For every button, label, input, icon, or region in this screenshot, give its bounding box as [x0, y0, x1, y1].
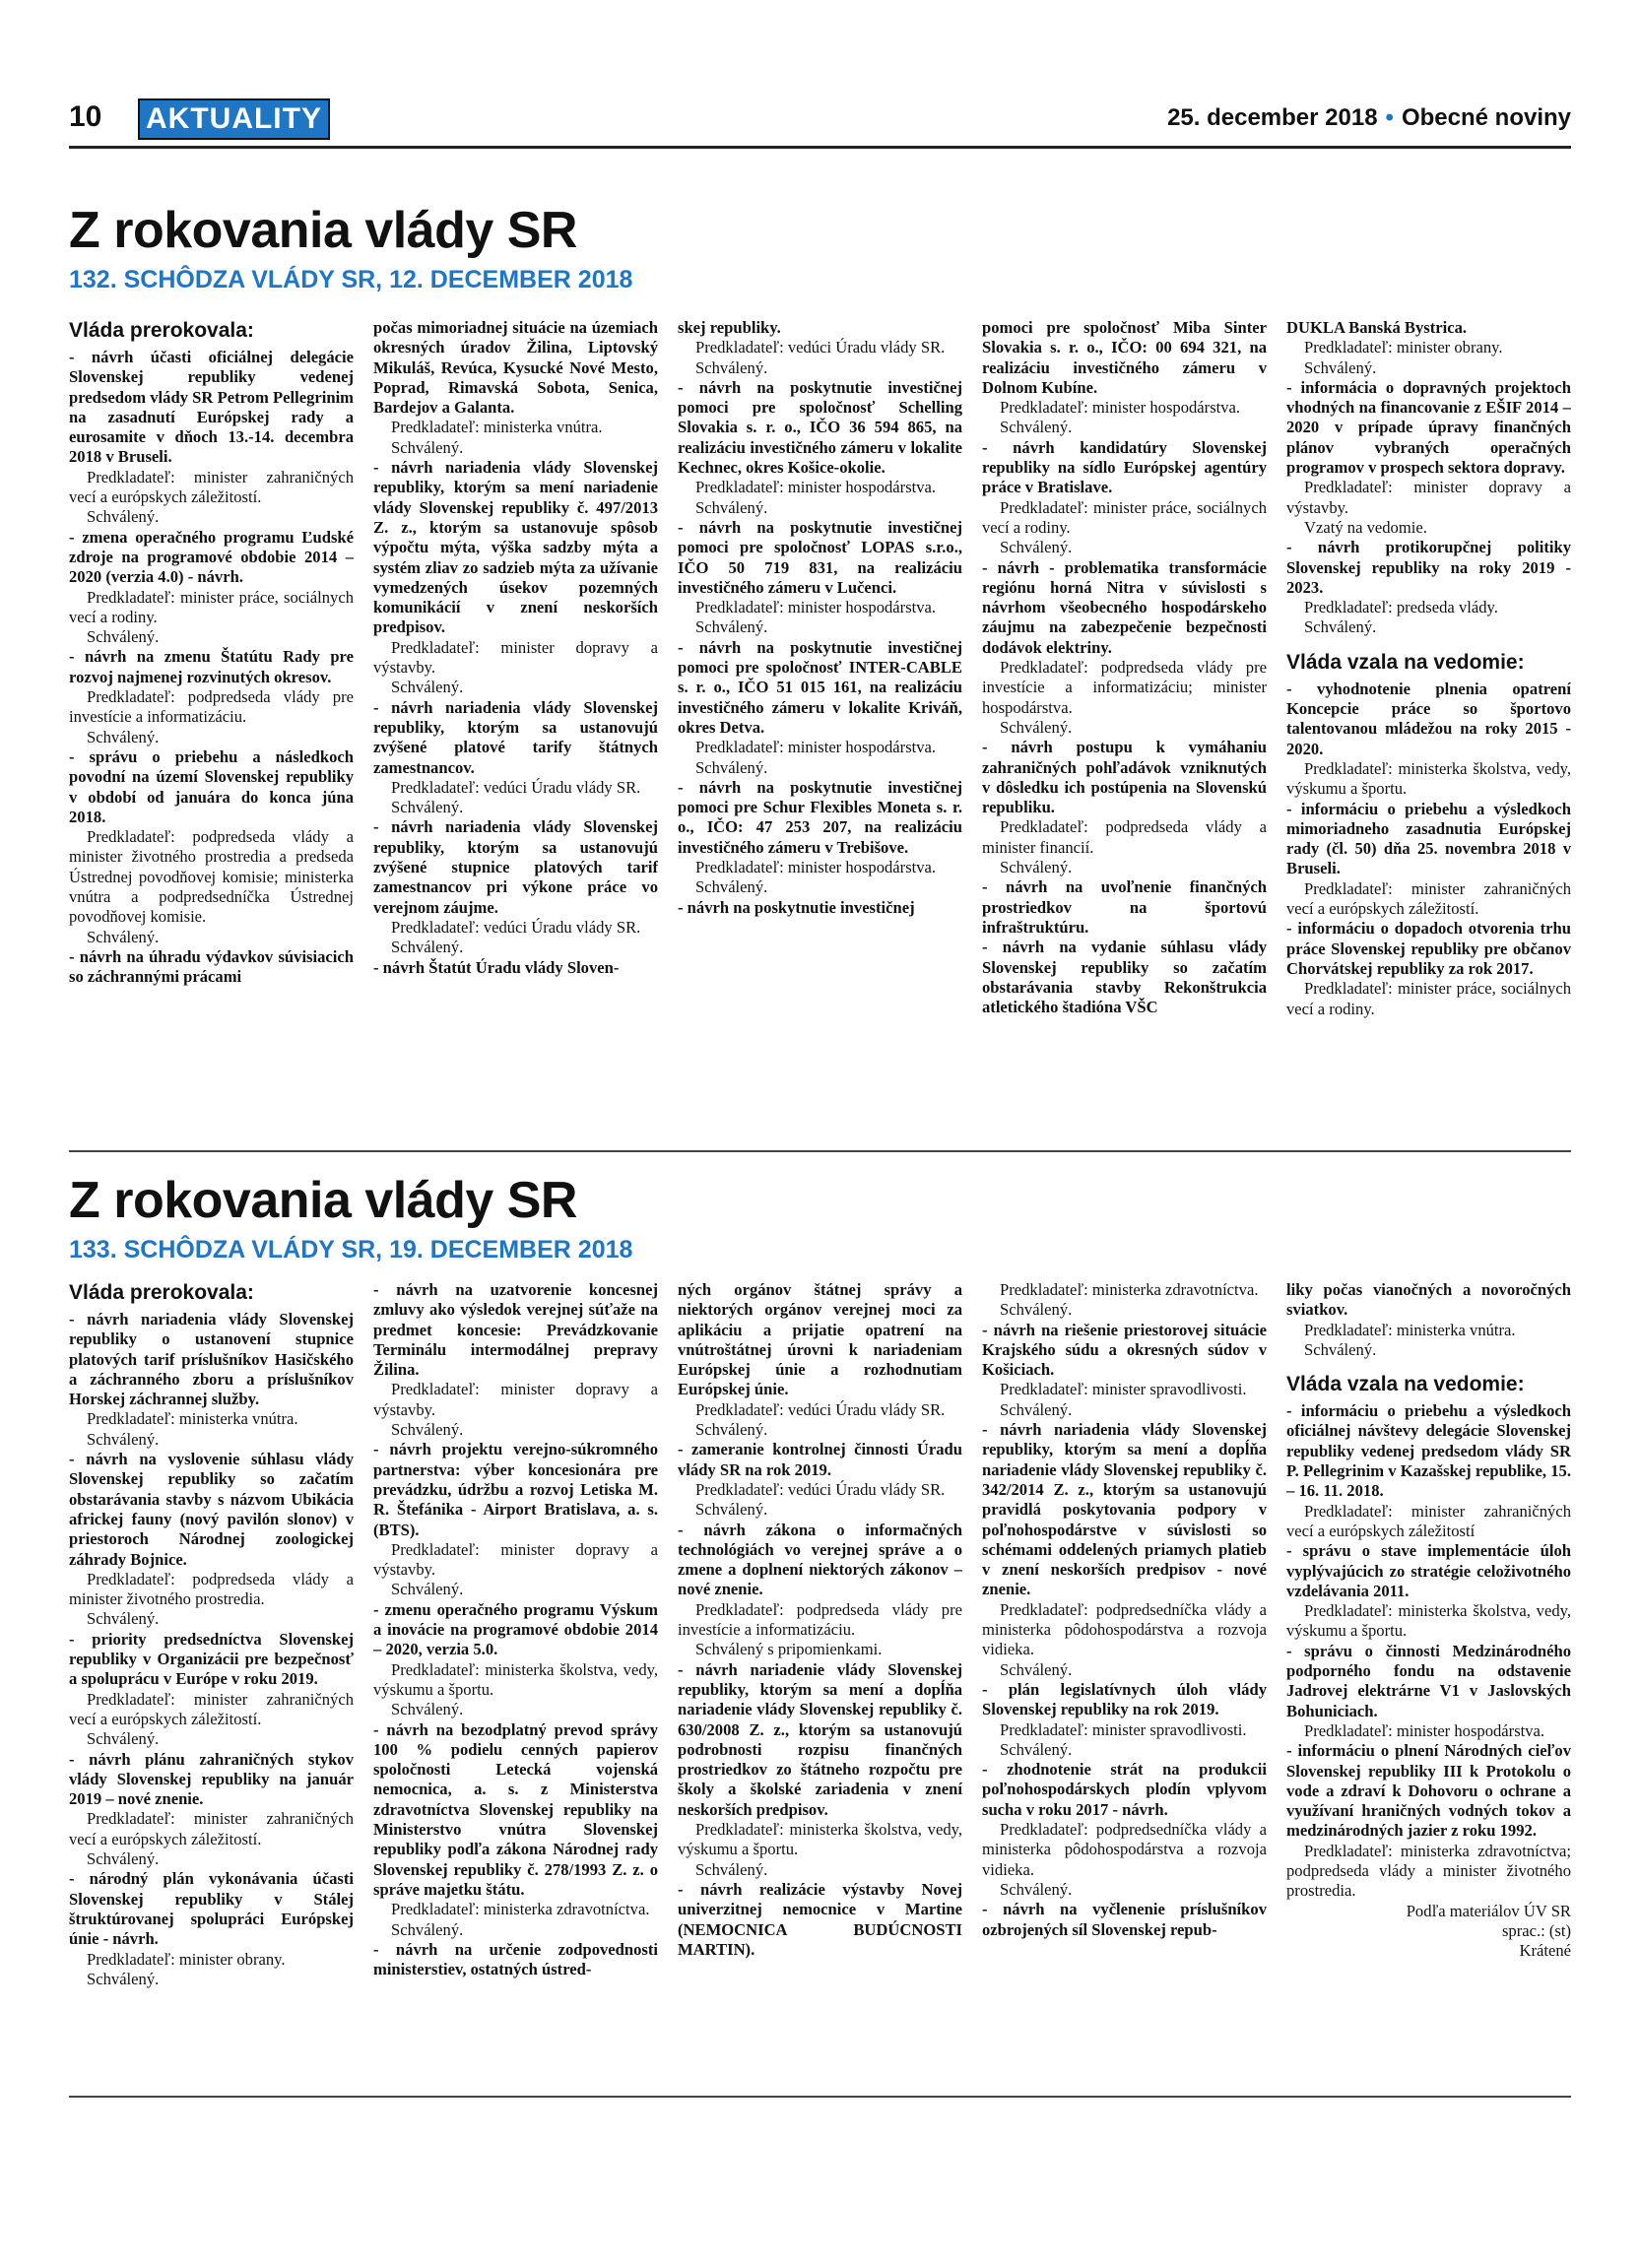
column [1286, 318, 1571, 1019]
agenda-item: - návrh na uzatvorenie koncesnej zmluvy ako výsledok verejnej súťaže na predmet koncesie: Prevádzkovanie Terminálu intermodálnej prepravy Žilina. [373, 1280, 658, 1380]
agenda-detail: Predkladateľ: ministerka školstva, vedy, výskumu a športu. [1286, 758, 1571, 799]
agenda-detail: Predkladateľ: ministerka školstva, vedy, výskumu a športu. [1286, 1601, 1571, 1641]
agenda-item: - informáciu o priebehu a výsledkoch oficiálnej návštevy delegácie Slovenskej republiky vedenej predsedom vlády SR P. Pellegrinim v Kazašskej republike, 15. – 16. 11. 2018. [1286, 1401, 1571, 1501]
agenda-detail: Schválený. [1000, 418, 1073, 437]
agenda-detail: Schválený. [391, 678, 464, 697]
agenda-detail: Predkladateľ: podpredsedníčka vlády a ministerka pôdohospodárstva a rozvoja vidieka. [982, 1599, 1267, 1659]
agenda-detail: Predkladateľ: ministerka zdravotníctva; podpredseda vlády a minister životného prostredia. [1286, 1841, 1571, 1901]
source-note: sprac.: (st) [1501, 1920, 1571, 1940]
agenda-item: skej republiky. [678, 318, 781, 337]
column [982, 318, 1267, 1019]
agenda-item: - informácia o dopravných projektoch vhodných na financovanie z EŠIF 2014 – 2020 v prípade úpravy finančných plánov vybraných operačných programov v prospech sektora dopravy. [1286, 377, 1571, 478]
agenda-detail: Schválený. [695, 497, 768, 517]
agenda-item: - návrh na určenie zodpovednosti ministerstiev, ostatných ústred- [373, 1939, 658, 1979]
agenda-detail: Predkladateľ: vedúci Úradu vlády SR. [695, 1399, 946, 1419]
agenda-detail: Schválený. [87, 1609, 160, 1629]
agenda-detail: Predkladateľ: minister spravodlivosti. [1000, 1719, 1247, 1739]
agenda-item: počas mimoriadnej situácie na územiach okresných úradov Žilina, Liptovský Mikuláš, Revúca, Kysucké Nové Mesto, Poprad, Rimavská Sobota, Senica, Bardejov a Galanta. [373, 318, 658, 418]
separator-dot: • [1385, 104, 1394, 131]
agenda-item: - návrh realizácie výstavby Novej univerzitnej nemocnice v Martine (NEMOCNICA BUDÚCNOSTI MARTIN). [678, 1879, 962, 1959]
agenda-detail: Schválený. [87, 1969, 160, 1988]
agenda-detail: Schválený. [1304, 1339, 1377, 1359]
agenda-item: - národný plán vykonávania účasti Slovenskej republiky v Stálej štruktúrovanej spolupráci Európskej únie - návrh. [69, 1869, 354, 1949]
source-note: Podľa materiálov ÚV SR [1406, 1901, 1571, 1920]
agenda-detail: Schválený. [391, 938, 464, 957]
agenda-detail: Vzatý na vedomie. [1304, 517, 1427, 537]
agenda-item: - návrh kandidatúry Slovenskej republiky na sídlo Európskej agentúry práce v Bratislave. [982, 437, 1267, 497]
agenda-detail: Predkladateľ: minister dopravy a výstavby. [373, 1380, 658, 1419]
agenda-detail: Predkladateľ: minister zahraničných vecí a európskych záležitostí. [69, 1689, 354, 1728]
agenda-detail: Predkladateľ: minister dopravy a výstavby. [373, 637, 658, 678]
column [982, 1280, 1267, 1989]
agenda-detail: Predkladateľ: podpredsedníčka vlády a ministerka pôdohospodárstva a rozvoja vidieka. [982, 1820, 1267, 1879]
source-note: Krátené [1519, 1941, 1571, 1961]
agenda-item: DUKLA Banská Bystrica. [1286, 318, 1468, 337]
agenda-detail: Schválený. [1000, 1399, 1073, 1419]
agenda-detail: Predkladateľ: podpredseda vlády pre investície a informatizáciu. [678, 1599, 962, 1640]
agenda-detail: Predkladateľ: minister zahraničných vecí a európskych záležitostí. [69, 467, 354, 507]
agenda-detail: Schválený. [695, 357, 768, 377]
agenda-detail: Predkladateľ: minister práce, sociálnych vecí a rodiny. [982, 497, 1267, 537]
agenda-item: - návrh na vyslovenie súhlasu vlády Slovenskej republiky so začatím obstarávania stavby s názvom Ubikácia africkej fauny (nový pavilón slonov) v priestoroch Národnej zoologickej záhrady Bojnice. [69, 1450, 354, 1569]
agenda-detail: Schválený. [695, 1420, 768, 1440]
agenda-detail: Predkladateľ: predseda vlády. [1304, 598, 1498, 617]
agenda-detail: Schválený. [87, 627, 160, 647]
agenda-detail: Schválený. [391, 798, 464, 817]
agenda-detail: Predkladateľ: podpredseda vlády pre investície a informatizáciu; minister hospodárstva. [982, 658, 1267, 717]
agenda-detail: Predkladateľ: vedúci Úradu vlády SR. [391, 917, 641, 937]
agenda-detail: Predkladateľ: podpredseda vlády a minister financií. [982, 817, 1267, 857]
agenda-detail: Schválený. [1304, 617, 1377, 637]
article-headline: Z rokovania vlády SR [69, 1172, 577, 1229]
agenda-item: - návrh na úhradu výdavkov súvisiacich so záchrannými prácami [69, 946, 354, 987]
agenda-detail: Schválený. [1000, 538, 1073, 557]
agenda-item: - informáciu o plnení Národných cieľov Slovenskej republiky III k Protokolu o vode a zdraví k Dohovoru o ochrane a využívaní hraničných vodných tokov a medzinárodných jazier z roku 1992. [1286, 1741, 1571, 1841]
agenda-detail: Schválený. [695, 617, 768, 637]
agenda-item: - návrh plánu zahraničných stykov vlády Slovenskej republiky na január 2019 – nové znenie. [69, 1749, 354, 1809]
agenda-detail: Predkladateľ: minister zahraničných vecí a európskych záležitostí. [69, 1809, 354, 1848]
agenda-detail: Predkladateľ: ministerka vnútra. [391, 418, 603, 437]
agenda-detail: Predkladateľ: minister hospodárstva. [1000, 398, 1241, 418]
agenda-item: - návrh nariadenia vlády Slovenskej republiky, ktorým sa mení nariadenie vlády Slovenskej republiky č. 497/2013 Z. z., ktorým sa ustanovuje spôsob výpočtu mýta, výška sadzby mýta a systém zliav zo sadzieb mýta za užívanie vymedzených úsekov pozemných komunikácií v znení neskorších predpisov. [373, 458, 658, 637]
agenda-detail: Predkladateľ: minister práce, sociálnych vecí a rodiny. [1286, 979, 1571, 1018]
issue-date: 25. december 2018 [1167, 104, 1378, 131]
agenda-item: - zameranie kontrolnej činnosti Úradu vlády SR na rok 2019. [678, 1440, 962, 1479]
agenda-item: - návrh postupu k vymáhaniu zahraničných pohľadávok vzniknutých v dôsledku ich postúpenia na Slovenskú republiku. [982, 738, 1267, 817]
agenda-detail: Schválený. [1000, 717, 1073, 737]
agenda-item: - návrh nariadenia vlády Slovenskej republiky, ktorým sa mení a dopĺňa nariadenie vlády Slovenskej republiky č. 342/2014 Z. z., ktorým sa ustanovujú pravidlá poskytovania podpory v poľnohospodárstve v súvislosti so schémami oddelených priamych platieb v znení neskorších predpisov - nové znenie. [982, 1420, 1267, 1599]
column [1286, 1280, 1571, 1989]
agenda-item: - návrh na vyčlenenie príslušníkov ozbrojených síl Slovenskej repub- [982, 1900, 1267, 1939]
agenda-detail: Schválený. [391, 1700, 464, 1719]
agenda-item: - plán legislatívnych úloh vlády Slovenskej republiky na rok 2019. [982, 1679, 1267, 1719]
agenda-detail: Schválený. [695, 757, 768, 777]
agenda-detail: Predkladateľ: minister zahraničných vecí a európskych záležitostí. [1286, 878, 1571, 919]
agenda-detail: Predkladateľ: minister práce, sociálnych vecí a rodiny. [69, 587, 354, 626]
column [373, 1280, 658, 1989]
issue-info [1167, 104, 1571, 132]
agenda-item: - návrh na bezodplatný prevod správy 100 % podielu cenných papierov spoločnosti Letecká vojenská nemocnica, a. s. z Ministerstva zdravotníctva Slovenskej republiky na Ministerstvo vnútra Slovenskej republiky podľa zákona Národnej rady Slovenskej republiky č. 278/1993 Z. z. o správe majetku štátu. [373, 1719, 658, 1899]
agenda-item: pomoci pre spoločnosť Miba Sinter Slovakia s. r. o., IČO: 00 694 321, na realizáciu investičného zámeru v Dolnom Kubíne. [982, 318, 1267, 397]
agenda-detail: Predkladateľ: minister spravodlivosti. [1000, 1380, 1247, 1399]
agenda-detail: Predkladateľ: ministerka zdravotníctva. [1000, 1280, 1259, 1299]
article-subhead: 133. SCHÔDZA VLÁDY SR, 19. DECEMBER 2018 [69, 1236, 633, 1264]
agenda-detail: Predkladateľ: ministerka školstva, vedy, výskumu a športu. [373, 1659, 658, 1699]
agenda-item: - návrh na poskytnutie investičnej [678, 897, 915, 917]
agenda-item: - správu o priebehu a následkoch povodní na území Slovenskej republiky v období od januára do konca júna 2018. [69, 746, 354, 826]
agenda-item: - vyhodnotenie plnenia opatrení Koncepcie práce so športovo talentovanou mládežou na roky 2015 - 2020. [1286, 679, 1571, 758]
agenda-detail: Schválený. [695, 1859, 768, 1879]
agenda-item: - návrh nariadenia vlády Slovenskej republiky, ktorým sa ustanovujú zvýšené stupnice platových tarif zamestnancov pri výkone práce vo verejnom záujme. [373, 817, 658, 917]
agenda-item: - priority predsedníctva Slovenskej republiky v Organizácii pre bezpečnosť a spoluprácu v Európe v roku 2019. [69, 1629, 354, 1689]
agenda-item: - návrh na poskytnutie investičnej pomoci pre spoločnosť LOPAS s.r.o., IČO 50 719 831, na realizáciu investičného zámeru v Lučenci. [678, 517, 962, 597]
agenda-detail: Schválený. [1304, 357, 1377, 377]
agenda-item: - návrh protikorupčnej politiky Slovenskej republiky na roky 2019 - 2023. [1286, 538, 1571, 597]
agenda-detail: Schválený. [391, 1919, 464, 1939]
section-title: Vláda prerokovala: [69, 319, 254, 342]
agenda-detail: Predkladateľ: minister dopravy a výstavby. [1286, 478, 1571, 517]
article-133 [69, 1172, 1571, 2088]
agenda-detail: Schválený. [87, 927, 160, 946]
page-number: 10 [69, 100, 102, 133]
agenda-item: - informáciu o priebehu a výsledkoch mimoriadneho zasadnutia Európskej rady (čl. 50) dňa 25. novembra 2018 v Bruseli. [1286, 799, 1571, 878]
agenda-detail: Schválený. [695, 1500, 768, 1520]
agenda-detail: Schválený. [1000, 1879, 1073, 1899]
agenda-item: - návrh nariadenie vlády Slovenskej republiky, ktorým sa mení a dopĺňa nariadenie vlády Slovenskej republiky č. 630/2008 Z. z., ktorým sa ustanovujú podrobnosti rozpisu finančných prostriedkov zo štátneho rozpočtu pre školy a školské zariadenia v znení neskorších predpisov. [678, 1659, 962, 1819]
bottom-rule [69, 2096, 1571, 2098]
agenda-item: liky počas vianočných a novoročných sviatkov. [1286, 1280, 1571, 1320]
agenda-item: - návrh účasti oficiálnej delegácie Slovenskej republiky vedenej predsedom vlády SR Petrom Pellegrinim na zasadnutí Európskej rady a eurosamite v dňoch 13.-14. decembra 2018 v Bruseli. [69, 348, 354, 467]
article-divider [69, 1150, 1571, 1152]
section-title: Vláda vzala na vedomie: [1286, 1373, 1525, 1396]
agenda-item: - návrh na uvoľnenie finančných prostriedkov na športovú infraštruktúru. [982, 877, 1267, 937]
agenda-detail: Schválený. [695, 877, 768, 897]
page-header [69, 98, 1571, 149]
article-132 [69, 202, 1571, 1150]
agenda-item: ných orgánov štátnej správy a niektorých orgánov verejnej moci za aplikáciu a prijatie opatrení na vnútroštátnej úrovni k nariadeniam Európskej únie a rozhodnutiam Európskej únie. [678, 1280, 962, 1399]
agenda-detail: Predkladateľ: minister hospodárstva. [695, 858, 937, 877]
agenda-detail: Schválený. [87, 1729, 160, 1749]
column [373, 318, 658, 1019]
publication-name: Obecné noviny [1401, 104, 1571, 131]
agenda-detail: Schválený. [391, 437, 464, 457]
agenda-detail: Predkladateľ: podpredseda vlády a minister životného prostredia a predseda Ústrednej povodňovej komisie; ministerka vnútra a podpredsedníčka Ústrednej povodňovej komisie. [69, 827, 354, 927]
agenda-detail: Predkladateľ: ministerka zdravotníctva. [391, 1900, 650, 1919]
agenda-item: - návrh projektu verejno-súkromného partnerstva: výber koncesionára pre prevádzku, údržbu a rozvoj Letiska M. R. Štefánika - Airport Bratislava, a. s. (BTS). [373, 1440, 658, 1539]
agenda-detail: Schválený. [1000, 1659, 1073, 1679]
agenda-detail: Predkladateľ: minister obrany. [1304, 338, 1503, 357]
agenda-detail: Predkladateľ: minister hospodárstva. [1304, 1720, 1545, 1740]
agenda-item: - návrh na vydanie súhlasu vlády Slovenskej republiky so začatím obstarávania stavby Rekonštrukcia atletického štadióna VŠC [982, 938, 1267, 1017]
agenda-item: - návrh - problematika transformácie regiónu horná Nitra v súvislosti s návrhom všeobecného hospodárskeho záujmu na zabezpečenie bezpečnosti dodávok elektriny. [982, 557, 1267, 657]
agenda-item: - zhodnotenie strát na produkcii poľnohospodárskych plodín vplyvom sucha v roku 2017 - návrh. [982, 1760, 1267, 1819]
agenda-item: - návrh na poskytnutie investičnej pomoci pre Schur Flexibles Moneta s. r. o., IČO: 47 253 207, na realizáciu investičného zámeru v Trebišove. [678, 777, 962, 857]
agenda-detail: Predkladateľ: minister dopravy a výstavby. [373, 1539, 658, 1580]
agenda-item: - návrh na riešenie priestorovej situácie Krajského súdu a okresných súdov v Košiciach. [982, 1320, 1267, 1380]
agenda-detail: Schválený. [1000, 1739, 1073, 1759]
agenda-detail: Predkladateľ: minister hospodárstva. [695, 738, 937, 757]
column [678, 318, 962, 1019]
agenda-detail: Predkladateľ: minister hospodárstva. [695, 598, 937, 617]
agenda-item: - návrh zákona o informačných technológiách vo verejnej správe a o zmene a doplnení niektorých zákonov – nové znenie. [678, 1520, 962, 1599]
agenda-item: - správu o stave implementácie úloh vyplývajúcich zo stratégie celoživotného vzdelávania 2011. [1286, 1541, 1571, 1600]
agenda-detail: Predkladateľ: vedúci Úradu vlády SR. [695, 338, 946, 357]
agenda-detail: Predkladateľ: podpredseda vlády pre investície a informatizáciu. [69, 687, 354, 727]
agenda-detail: Schválený. [1000, 1300, 1073, 1320]
agenda-detail: Predkladateľ: minister hospodárstva. [695, 478, 937, 497]
agenda-detail: Predkladateľ: ministerka vnútra. [1304, 1320, 1516, 1339]
agenda-item: - informáciu o dopadoch otvorenia trhu práce Slovenskej republiky pre občanov Chorvátskej republiky za rok 2017. [1286, 919, 1571, 978]
agenda-detail: Predkladateľ: minister obrany. [87, 1949, 286, 1969]
section-badge: AKTUALITY [138, 98, 330, 140]
column [678, 1280, 962, 1989]
article-columns [69, 1280, 1571, 1989]
agenda-item: - správu o činnosti Medzinárodného podporného fondu na odstavenie Jadrovej elektrárne V1 v Jaslovských Bohuniciach. [1286, 1641, 1571, 1720]
agenda-detail: Predkladateľ: vedúci Úradu vlády SR. [391, 777, 641, 797]
article-subhead: 132. SCHÔDZA VLÁDY SR, 12. DECEMBER 2018 [69, 266, 633, 293]
column [69, 1280, 354, 1989]
agenda-item: - zmenu operačného programu Výskum a inovácie na programové obdobie 2014 – 2020, verzia 5.0. [373, 1599, 658, 1659]
section-title: Vláda prerokovala: [69, 1281, 254, 1304]
article-columns [69, 318, 1571, 1019]
section-title: Vláda vzala na vedomie: [1286, 650, 1525, 674]
agenda-item: - návrh nariadenia vlády Slovenskej republiky o ustanovení stupnice platových tarif príslušníkov Hasičského a záchranného zboru a príslušníkov Horskej záchrannej služby. [69, 1310, 354, 1409]
agenda-detail: Predkladateľ: podpredseda vlády a minister životného prostredia. [69, 1569, 354, 1609]
agenda-detail: Schválený. [87, 1429, 160, 1449]
agenda-item: - návrh nariadenia vlády Slovenskej republiky, ktorým sa ustanovujú zvýšené platové tarify štátnych zamestnancov. [373, 697, 658, 777]
agenda-detail: Schválený. [87, 727, 160, 746]
agenda-detail: Schválený. [1000, 858, 1073, 877]
agenda-item: - návrh na zmenu Štatútu Rady pre rozvoj najmenej rozvinutých okresov. [69, 647, 354, 686]
article-headline: Z rokovania vlády SR [69, 202, 577, 259]
agenda-detail: Schválený. [391, 1580, 464, 1599]
column [69, 318, 354, 1019]
agenda-item: - zmena operačného programu Ľudské zdroje na programové obdobie 2014 – 2020 (verzia 4.0) - návrh. [69, 527, 354, 587]
agenda-item: - návrh na poskytnutie investičnej pomoci pre spoločnosť INTER-CABLE s. r. o., IČO 51 015 161, na realizáciu investičného zámeru v lokalite Kriváň, okres Detva. [678, 637, 962, 737]
agenda-detail: Schválený s pripomienkami. [695, 1640, 883, 1659]
agenda-detail: Predkladateľ: vedúci Úradu vlády SR. [695, 1479, 946, 1499]
agenda-detail: Schválený. [391, 1420, 464, 1440]
agenda-item: - návrh na poskytnutie investičnej pomoci pre spoločnosť Schelling Slovakia s. r. o., IČO 36 594 865, na realizáciu investičného zámeru v lokalite Kechnec, okres Košice-okolie. [678, 377, 962, 478]
agenda-item: - návrh Štatút Úradu vlády Sloven- [373, 957, 620, 977]
agenda-detail: Predkladateľ: minister zahraničných vecí a európskych záležitostí [1286, 1501, 1571, 1540]
agenda-detail: Predkladateľ: ministerka školstva, vedy, výskumu a športu. [678, 1820, 962, 1859]
agenda-detail: Schválený. [87, 1849, 160, 1869]
agenda-detail: Predkladateľ: ministerka vnútra. [87, 1409, 298, 1429]
agenda-detail: Schválený. [87, 507, 160, 527]
